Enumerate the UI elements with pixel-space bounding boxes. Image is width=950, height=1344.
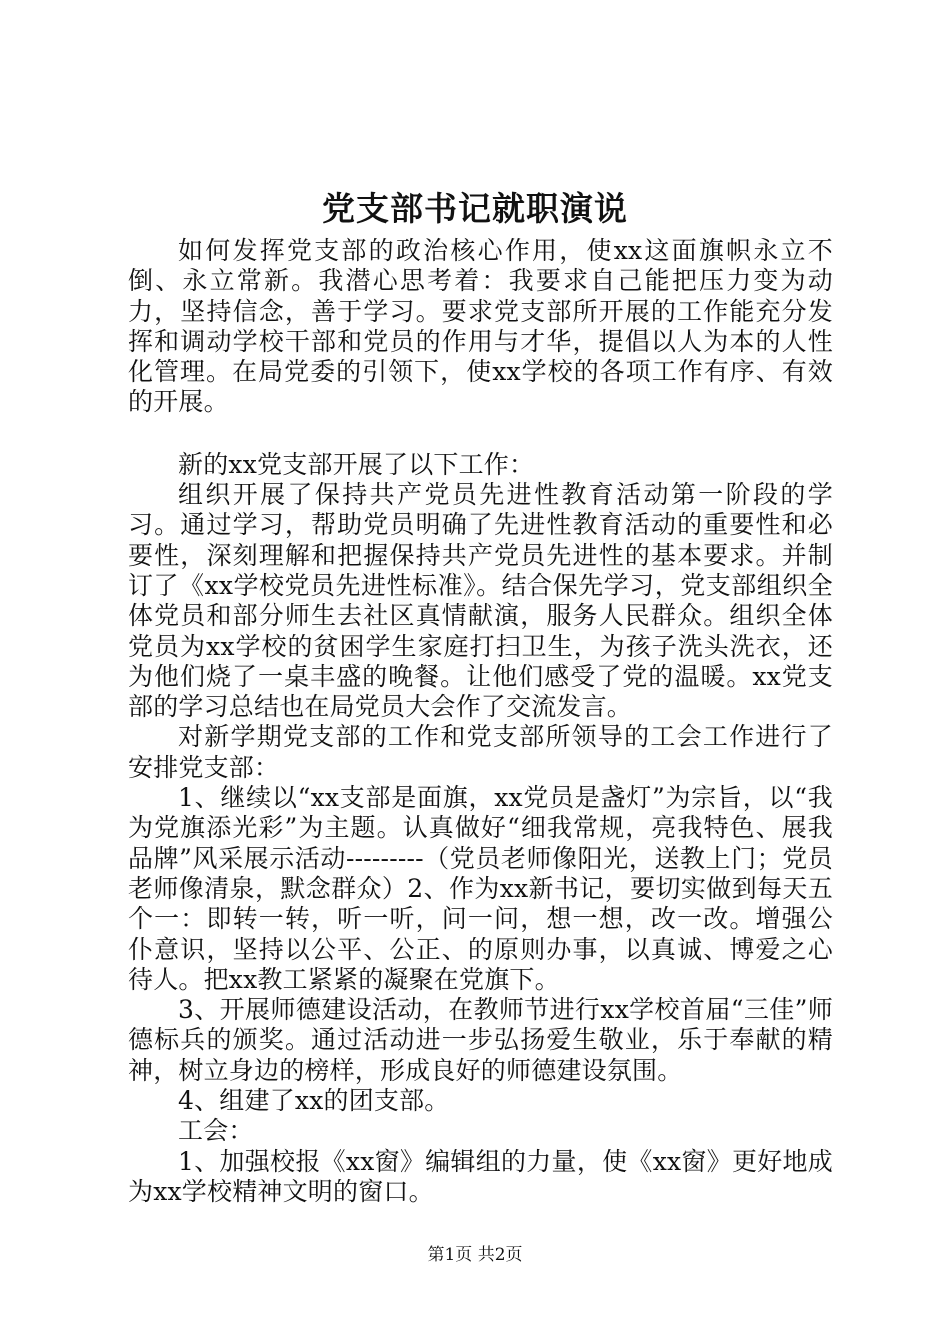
paragraph-intro: 如何发挥党支部的政治核心作用，使xx这面旗帜永立不倒、永立常新。我潜心思考着：我要求自己能把压力变为动力，坚持信念，善于学习。要求党支部所开展的工作能充分发挥和调动学校干部和党员的作用与才华，提倡以人为本的人性化管理。在局党委的引领下，使xx学校的各项工作有序、有效的开展。 [128, 236, 833, 417]
document-title: 党支部书记就职演说 [322, 189, 628, 228]
paragraph-item-4: 4、组建了xx的团支部。 [178, 1086, 450, 1116]
paragraph-spacer [128, 418, 833, 450]
paragraph-new-term: 对新学期党支部的工作和党支部所领导的工会工作进行了安排党支部： [128, 722, 833, 782]
paragraph-item-3: 3、开展师德建设活动，在教师节进行xx学校首届“三佳”师德标兵的颁奖。通过活动进一步弘扬爱生敬业，乐于奉献的精神，树立身边的榜样，形成良好的师德建设氛围。 [128, 995, 833, 1085]
page-number-footer: 第1页 共2页 [427, 1245, 523, 1265]
document-body [128, 236, 833, 1207]
paragraph-union-item-1: 1、加强校报《xx窗》编辑组的力量，使《xx窗》更好地成为xx学校精神文明的窗口。 [128, 1146, 833, 1206]
paragraph-study: 组织开展了保持共产党员先进性教育活动第一阶段的学习。通过学习，帮助党员明确了先进性教育活动的重要性和必要性，深刻理解和把握保持共产党员先进性的基本要求。并制订了《xx学校党员先进性标准》。结合保先学习，党支部组织全体党员和部分师生去社区真情献演，服务人民群众。组织全体党员为xx学校的贫困学生家庭打扫卫生，为孩子洗头洗衣，还为他们烧了一桌丰盛的晚餐。让他们感受了党的温暖。xx党支部的学习总结也在局党员大会作了交流发言。 [128, 480, 833, 722]
paragraph-item-1-2: 1、继续以“xx支部是面旗，xx党员是盏灯”为宗旨，以“我为党旗添光彩”为主题。认真做好“细我常规，亮我特色、展我品牌”风采展示活动---------（党员老师像阳光，送教上门；党员老师像清泉，默念群众）2、作为xx新书记，要切实做到每天五个一：即转一转，听一听，问一问，想一想，改一改。增强公仆意识，坚持以公平、公正、的原则办事，以真诚、博爱之心待人。把xx教工紧紧的凝聚在党旗下。 [128, 783, 833, 994]
paragraph-work-heading: 新的xx党支部开展了以下工作： [178, 449, 535, 479]
paragraph-union-heading: 工会： [178, 1116, 254, 1146]
